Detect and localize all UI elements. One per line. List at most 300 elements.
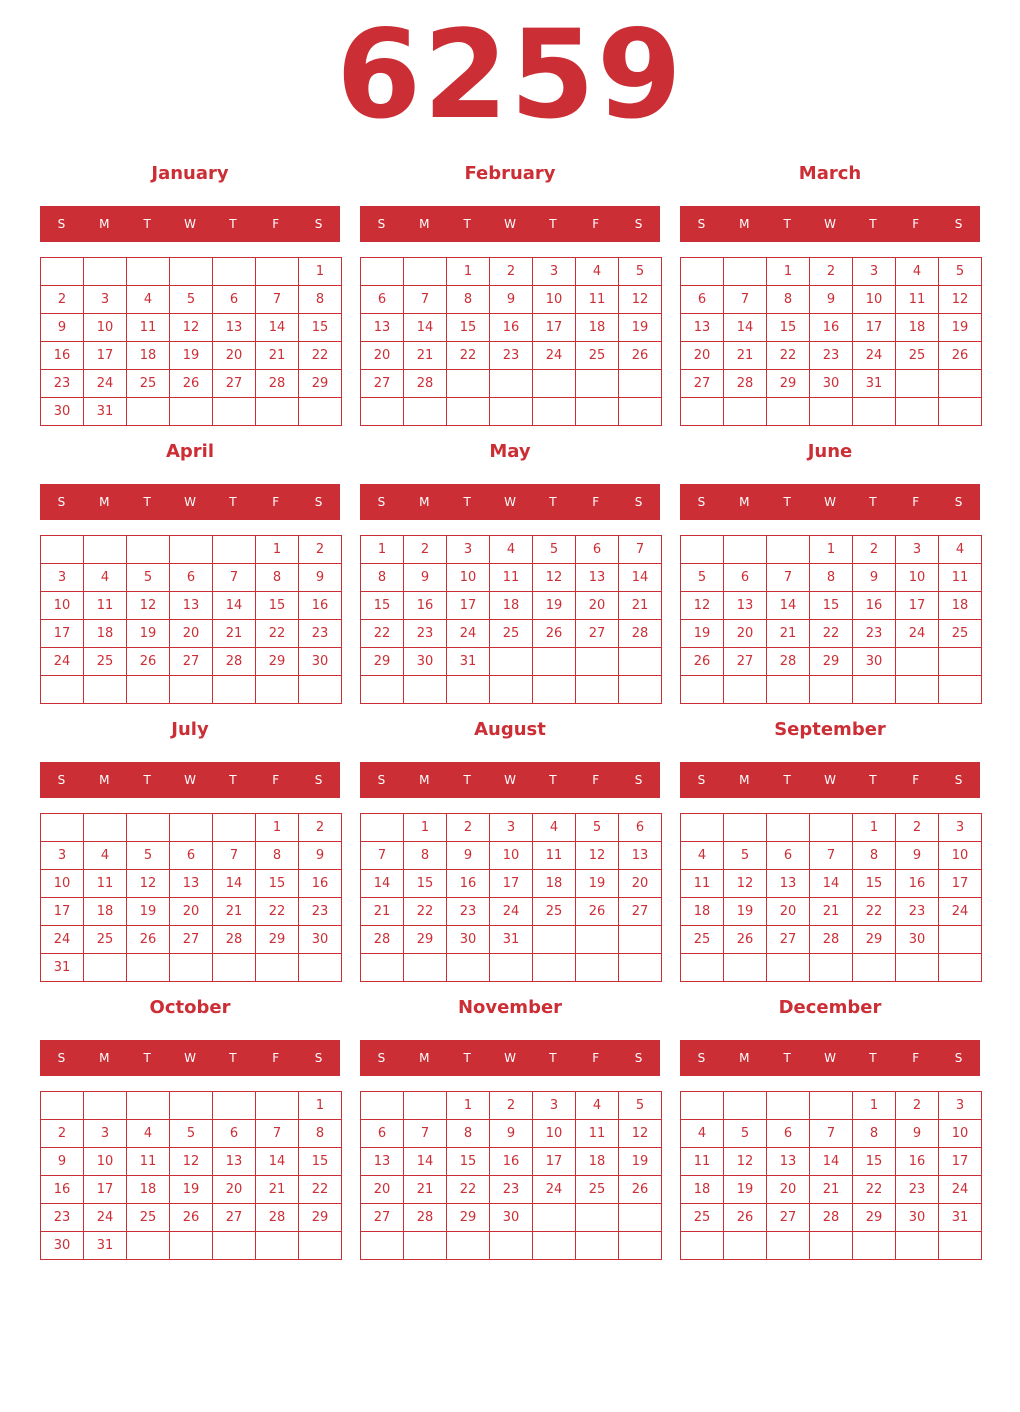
day-cell: 25 [681, 926, 724, 954]
day-cell: 11 [533, 842, 576, 870]
week-row [681, 1120, 982, 1148]
day-grid [680, 813, 982, 982]
day-cell: 17 [939, 1148, 982, 1176]
day-cell: 5 [127, 842, 170, 870]
day-cell: 1 [256, 536, 299, 564]
day-cell: 1 [767, 258, 810, 286]
day-cell: 13 [170, 592, 213, 620]
day-cell: 11 [84, 592, 127, 620]
weekday-label: S [954, 217, 963, 231]
week-row [681, 1232, 982, 1260]
weekday-label: S [634, 1051, 643, 1065]
month-name: September [774, 719, 886, 740]
day-cell [213, 258, 256, 286]
day-cell: 13 [619, 842, 662, 870]
day-cell: 5 [939, 258, 982, 286]
day-grid [40, 257, 342, 426]
week-row [361, 398, 662, 426]
day-cell: 28 [256, 1204, 299, 1232]
day-cell: 15 [256, 870, 299, 898]
day-cell: 3 [533, 258, 576, 286]
day-cell: 14 [256, 1148, 299, 1176]
week-row [681, 536, 982, 564]
day-cell: 11 [681, 1148, 724, 1176]
day-cell: 15 [767, 314, 810, 342]
week-row [41, 814, 342, 842]
week-row [361, 1176, 662, 1204]
day-cell: 3 [447, 536, 490, 564]
week-row [41, 1120, 342, 1148]
weekday-label: T [869, 495, 877, 509]
weekday-label: F [912, 1051, 920, 1065]
day-cell: 6 [361, 1120, 404, 1148]
day-cell [170, 1092, 213, 1120]
weekday-label: T [229, 773, 237, 787]
day-cell [213, 814, 256, 842]
day-cell [84, 536, 127, 564]
day-cell [767, 676, 810, 704]
day-cell [681, 676, 724, 704]
day-cell [447, 954, 490, 982]
day-cell: 11 [681, 870, 724, 898]
day-cell: 23 [404, 620, 447, 648]
day-cell: 16 [41, 342, 84, 370]
day-cell [533, 1232, 576, 1260]
day-cell: 4 [84, 842, 127, 870]
day-cell [810, 954, 853, 982]
day-cell: 3 [41, 842, 84, 870]
day-cell: 29 [853, 1204, 896, 1232]
weekday-label: M [739, 495, 750, 509]
year-title: 6259 [336, 4, 684, 146]
weekday-label: T [783, 495, 791, 509]
day-cell: 19 [939, 314, 982, 342]
day-cell: 26 [619, 1176, 662, 1204]
day-cell [576, 648, 619, 676]
day-cell: 7 [767, 564, 810, 592]
week-row [361, 314, 662, 342]
day-cell: 9 [41, 314, 84, 342]
weekday-label: T [143, 773, 151, 787]
weekday-label: M [99, 495, 110, 509]
day-cell [939, 926, 982, 954]
day-cell [84, 258, 127, 286]
day-cell [490, 676, 533, 704]
day-cell [170, 536, 213, 564]
day-cell: 20 [619, 870, 662, 898]
day-cell [84, 676, 127, 704]
day-cell: 29 [810, 648, 853, 676]
day-cell: 22 [299, 342, 342, 370]
day-cell: 31 [939, 1204, 982, 1232]
weekday-header [40, 1040, 340, 1076]
day-cell: 8 [299, 1120, 342, 1148]
month-name: April [165, 441, 215, 462]
day-cell [490, 1232, 533, 1260]
weekday-label: T [549, 217, 557, 231]
day-cell: 2 [490, 1092, 533, 1120]
day-cell: 18 [84, 898, 127, 926]
day-cell: 19 [170, 342, 213, 370]
day-cell: 10 [490, 842, 533, 870]
day-cell: 23 [490, 1176, 533, 1204]
day-cell [767, 954, 810, 982]
day-cell: 25 [84, 648, 127, 676]
day-cell [810, 814, 853, 842]
day-cell: 28 [724, 370, 767, 398]
day-cell: 17 [490, 870, 533, 898]
day-cell: 3 [490, 814, 533, 842]
week-row [681, 398, 982, 426]
day-cell: 31 [84, 1232, 127, 1260]
day-grid [40, 535, 342, 704]
week-row [681, 564, 982, 592]
day-cell: 1 [810, 536, 853, 564]
week-row [681, 1148, 982, 1176]
day-cell: 7 [810, 842, 853, 870]
day-cell: 14 [361, 870, 404, 898]
day-cell: 14 [404, 314, 447, 342]
day-cell: 10 [41, 592, 84, 620]
day-cell: 22 [447, 1176, 490, 1204]
day-cell [533, 648, 576, 676]
week-row [361, 814, 662, 842]
day-cell: 17 [533, 1148, 576, 1176]
day-cell: 15 [299, 314, 342, 342]
day-cell: 19 [533, 592, 576, 620]
day-cell: 29 [256, 926, 299, 954]
day-cell: 2 [810, 258, 853, 286]
day-cell: 11 [939, 564, 982, 592]
day-cell: 20 [767, 898, 810, 926]
day-cell [681, 954, 724, 982]
day-cell: 8 [404, 842, 447, 870]
day-cell: 4 [127, 286, 170, 314]
day-cell: 27 [213, 370, 256, 398]
day-cell: 22 [256, 620, 299, 648]
day-cell: 5 [681, 564, 724, 592]
day-cell: 16 [810, 314, 853, 342]
weekday-label: W [184, 495, 196, 509]
day-cell [619, 398, 662, 426]
weekday-label: W [504, 773, 516, 787]
day-cell: 20 [361, 1176, 404, 1204]
week-row [41, 342, 342, 370]
day-cell: 20 [170, 898, 213, 926]
day-cell: 15 [361, 592, 404, 620]
day-cell: 30 [41, 398, 84, 426]
day-cell [681, 1232, 724, 1260]
day-cell: 9 [490, 286, 533, 314]
day-cell [767, 398, 810, 426]
day-cell: 1 [853, 1092, 896, 1120]
day-cell [896, 954, 939, 982]
day-cell [810, 1092, 853, 1120]
day-cell: 12 [170, 1148, 213, 1176]
day-cell: 30 [490, 1204, 533, 1232]
day-cell: 1 [299, 1092, 342, 1120]
day-cell [127, 1232, 170, 1260]
week-row [41, 898, 342, 926]
day-cell: 14 [213, 870, 256, 898]
day-cell [299, 954, 342, 982]
day-cell [724, 258, 767, 286]
day-cell: 21 [810, 1176, 853, 1204]
day-cell: 1 [447, 258, 490, 286]
day-cell: 21 [256, 1176, 299, 1204]
day-cell: 7 [619, 536, 662, 564]
weekday-label: M [419, 1051, 430, 1065]
day-cell: 31 [490, 926, 533, 954]
day-cell: 24 [84, 1204, 127, 1232]
day-cell [213, 954, 256, 982]
day-cell: 3 [84, 286, 127, 314]
day-cell: 4 [681, 842, 724, 870]
day-cell [41, 258, 84, 286]
day-cell: 19 [724, 1176, 767, 1204]
day-cell: 13 [724, 592, 767, 620]
day-cell [896, 1232, 939, 1260]
day-cell [576, 954, 619, 982]
day-cell: 28 [767, 648, 810, 676]
day-cell: 7 [256, 286, 299, 314]
day-cell: 19 [170, 1176, 213, 1204]
weekday-label: S [697, 495, 706, 509]
weekday-label: T [783, 773, 791, 787]
weekday-label: W [184, 217, 196, 231]
day-cell [127, 954, 170, 982]
week-row [361, 676, 662, 704]
day-cell: 22 [810, 620, 853, 648]
day-cell [84, 954, 127, 982]
day-cell: 25 [576, 342, 619, 370]
day-cell [447, 676, 490, 704]
day-cell: 13 [361, 314, 404, 342]
day-cell: 23 [41, 370, 84, 398]
day-cell: 23 [299, 620, 342, 648]
day-cell [939, 1232, 982, 1260]
weekday-label: F [272, 495, 280, 509]
day-cell: 24 [853, 342, 896, 370]
day-cell [576, 1204, 619, 1232]
day-cell: 18 [533, 870, 576, 898]
day-cell: 29 [767, 370, 810, 398]
day-cell: 11 [576, 286, 619, 314]
day-cell: 17 [853, 314, 896, 342]
weekday-label: T [869, 773, 877, 787]
day-cell: 5 [533, 536, 576, 564]
week-row [681, 286, 982, 314]
day-cell: 26 [170, 1204, 213, 1232]
weekday-header [40, 206, 340, 242]
day-cell [256, 258, 299, 286]
day-cell: 14 [810, 1148, 853, 1176]
day-cell: 22 [853, 1176, 896, 1204]
week-row [681, 870, 982, 898]
day-cell: 20 [767, 1176, 810, 1204]
weekday-label: S [377, 217, 386, 231]
week-row [361, 1204, 662, 1232]
weekday-label: T [463, 1051, 471, 1065]
weekday-label: S [57, 495, 66, 509]
weekday-label: W [824, 1051, 836, 1065]
day-cell: 10 [896, 564, 939, 592]
day-cell [404, 1232, 447, 1260]
day-grid [680, 1091, 982, 1260]
day-cell: 22 [447, 342, 490, 370]
day-cell: 30 [810, 370, 853, 398]
month-name: October [149, 997, 231, 1018]
day-cell: 5 [724, 1120, 767, 1148]
weekday-label: T [869, 217, 877, 231]
week-row [361, 592, 662, 620]
day-cell [170, 258, 213, 286]
week-row [361, 870, 662, 898]
day-cell [810, 1232, 853, 1260]
weekday-header [360, 1040, 660, 1076]
weekday-label: M [739, 217, 750, 231]
day-cell: 9 [853, 564, 896, 592]
day-cell: 11 [896, 286, 939, 314]
day-cell: 7 [256, 1120, 299, 1148]
day-cell: 26 [127, 926, 170, 954]
day-cell [724, 676, 767, 704]
day-cell: 19 [576, 870, 619, 898]
day-cell: 29 [299, 1204, 342, 1232]
week-row [41, 258, 342, 286]
day-cell: 1 [361, 536, 404, 564]
day-cell: 9 [490, 1120, 533, 1148]
day-cell [724, 814, 767, 842]
weekday-label: S [377, 1051, 386, 1065]
week-row [681, 954, 982, 982]
week-row [681, 898, 982, 926]
weekday-label: M [99, 1051, 110, 1065]
day-cell: 26 [170, 370, 213, 398]
weekday-label: S [954, 773, 963, 787]
day-cell [299, 398, 342, 426]
day-cell: 3 [533, 1092, 576, 1120]
week-row [41, 286, 342, 314]
weekday-header [40, 762, 340, 798]
day-cell [490, 648, 533, 676]
day-cell: 27 [170, 926, 213, 954]
day-cell: 10 [447, 564, 490, 592]
weekday-label: T [143, 217, 151, 231]
day-cell [404, 1092, 447, 1120]
day-cell [404, 398, 447, 426]
day-cell: 21 [724, 342, 767, 370]
day-cell: 14 [810, 870, 853, 898]
day-cell [853, 954, 896, 982]
week-row [361, 954, 662, 982]
day-cell: 31 [41, 954, 84, 982]
day-cell: 10 [533, 286, 576, 314]
week-row [41, 842, 342, 870]
day-cell: 21 [404, 1176, 447, 1204]
day-cell: 27 [681, 370, 724, 398]
day-cell [619, 370, 662, 398]
day-grid [360, 257, 662, 426]
day-cell: 2 [299, 814, 342, 842]
weekday-label: T [143, 495, 151, 509]
day-cell: 12 [127, 592, 170, 620]
day-grid [40, 1091, 342, 1260]
day-cell: 11 [576, 1120, 619, 1148]
day-cell: 3 [939, 1092, 982, 1120]
weekday-label: S [697, 217, 706, 231]
day-cell: 4 [681, 1120, 724, 1148]
week-row [681, 648, 982, 676]
week-row [361, 1092, 662, 1120]
weekday-label: F [592, 773, 600, 787]
day-cell: 9 [447, 842, 490, 870]
day-cell: 29 [361, 648, 404, 676]
weekday-label: W [824, 773, 836, 787]
week-row [41, 926, 342, 954]
day-cell: 19 [619, 314, 662, 342]
day-cell [84, 814, 127, 842]
day-cell: 29 [853, 926, 896, 954]
day-cell: 24 [41, 648, 84, 676]
day-cell: 9 [299, 842, 342, 870]
weekday-label: T [229, 1051, 237, 1065]
day-cell [127, 258, 170, 286]
day-cell: 6 [767, 1120, 810, 1148]
day-cell [256, 398, 299, 426]
day-cell [576, 926, 619, 954]
weekday-label: M [419, 773, 430, 787]
weekday-label: S [314, 217, 323, 231]
day-cell [299, 1232, 342, 1260]
day-cell: 1 [299, 258, 342, 286]
day-cell: 16 [490, 1148, 533, 1176]
day-cell: 18 [127, 342, 170, 370]
day-cell: 24 [84, 370, 127, 398]
day-cell: 24 [447, 620, 490, 648]
day-cell: 17 [41, 620, 84, 648]
week-row [41, 1204, 342, 1232]
day-cell: 25 [533, 898, 576, 926]
day-cell [127, 536, 170, 564]
day-cell: 26 [724, 926, 767, 954]
weekday-label: W [184, 1051, 196, 1065]
day-cell [127, 676, 170, 704]
day-cell [170, 814, 213, 842]
day-cell: 20 [361, 342, 404, 370]
day-cell: 13 [767, 1148, 810, 1176]
day-cell: 14 [404, 1148, 447, 1176]
day-cell: 16 [299, 870, 342, 898]
day-cell: 18 [681, 898, 724, 926]
day-cell: 1 [256, 814, 299, 842]
day-cell: 30 [896, 1204, 939, 1232]
day-cell [404, 954, 447, 982]
weekday-label: F [592, 1051, 600, 1065]
day-cell: 3 [896, 536, 939, 564]
day-cell [170, 676, 213, 704]
day-cell: 17 [84, 1176, 127, 1204]
weekday-label: T [549, 773, 557, 787]
weekday-label: M [739, 1051, 750, 1065]
day-cell: 2 [41, 1120, 84, 1148]
weekday-label: M [419, 495, 430, 509]
day-cell: 3 [939, 814, 982, 842]
week-row [681, 1092, 982, 1120]
day-cell: 12 [619, 286, 662, 314]
weekday-header [680, 206, 980, 242]
weekday-label: S [377, 495, 386, 509]
